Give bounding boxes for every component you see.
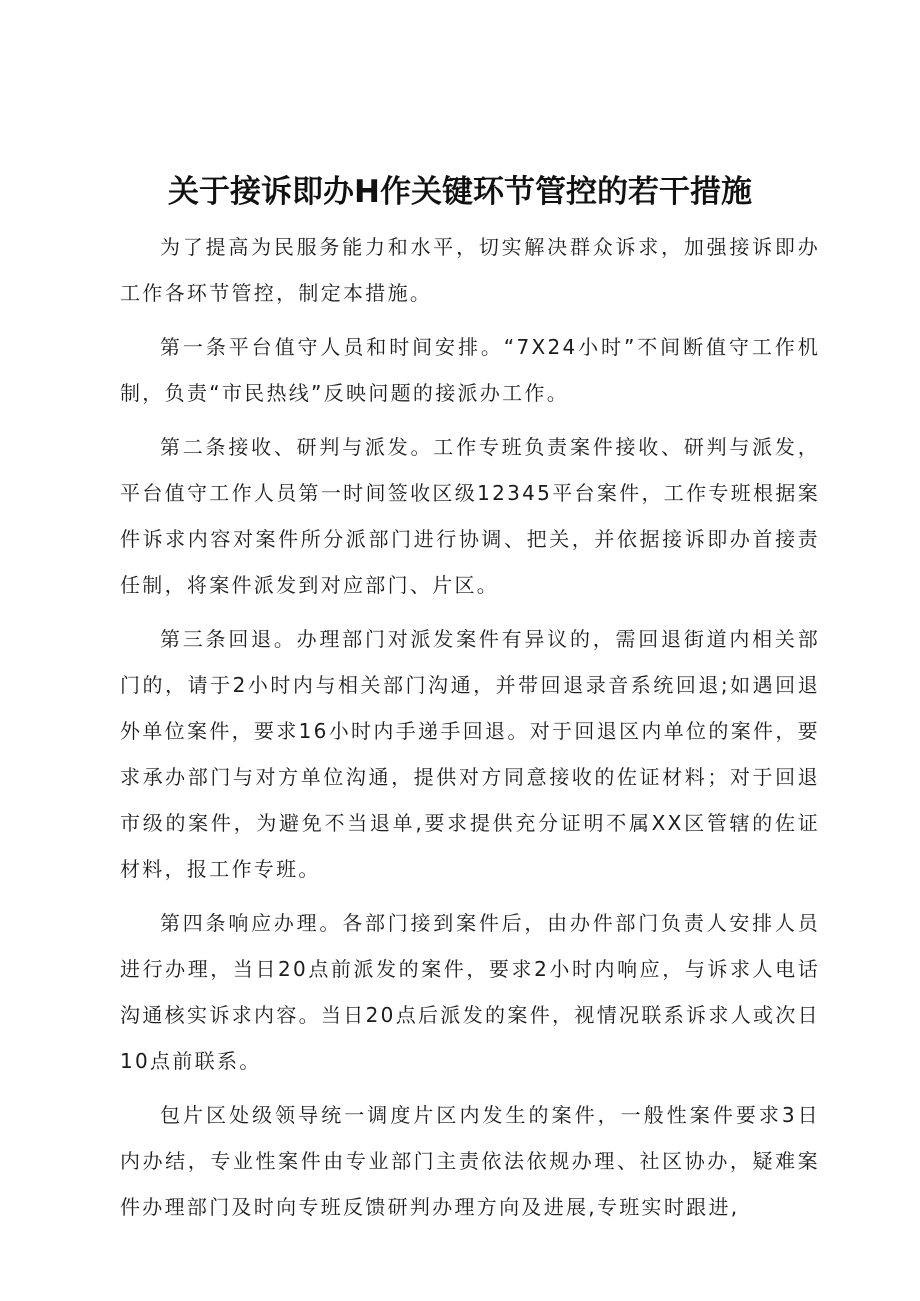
paragraph-article-3: 第三条回退。办理部门对派发案件有异议的，需回退街道内相关部门的，请于2小时内与相关部门沟通，并带回退录音系统回退;如遇回退外单位案件，要求16小时内手递手回退。对于回退区内单位的案件，要求承办部门与对方单位沟通，提供对方同意接收的佐证材料；对于回退市级的案件，为避免不当退单,要求提供充分证明不属XX区管辖的佐证材料，报工作专班。 — [120, 627, 820, 881]
paragraph-intro: 为了提高为民服务能力和水平，切实解决群众诉求，加强接诉即办工作各环节管控，制定本措施。 — [120, 235, 820, 305]
paragraph-area-leaders: 包片区处级领导统一调度片区内发生的案件，一般性案件要求3日内办结，专业性案件由专业部门主责依法依规办理、社区协办，疑难案件办理部门及时向专班反馈研判办理方向及进展,专班实时跟进, — [120, 1103, 820, 1219]
paragraph-article-4: 第四条响应办理。各部门接到案件后，由办件部门负责人安排人员进行办理，当日20点前派发的案件，要求2小时内响应，与诉求人电话沟通核实诉求内容。当日20点后派发的案件，视情况联系诉求人或次日10点前联系。 — [120, 911, 820, 1073]
paragraph-article-1: 第一条平台值守人员和时间安排。“7X24小时”不间断值守工作机制，负责“市民热线”反映问题的接派办工作。 — [120, 335, 820, 405]
document-title: 关于接诉即办H作关键环节管控的若干措施 — [168, 174, 752, 210]
paragraph-article-2: 第二条接收、研判与派发。工作专班负责案件接收、研判与派发，平台值守工作人员第一时间签收区级12345平台案件，工作专班根据案件诉求内容对案件所分派部门进行协调、把关，并依据接诉即办首接责任制，将案件派发到对应部门、片区。 — [120, 435, 820, 597]
document-body — [120, 224, 820, 1230]
